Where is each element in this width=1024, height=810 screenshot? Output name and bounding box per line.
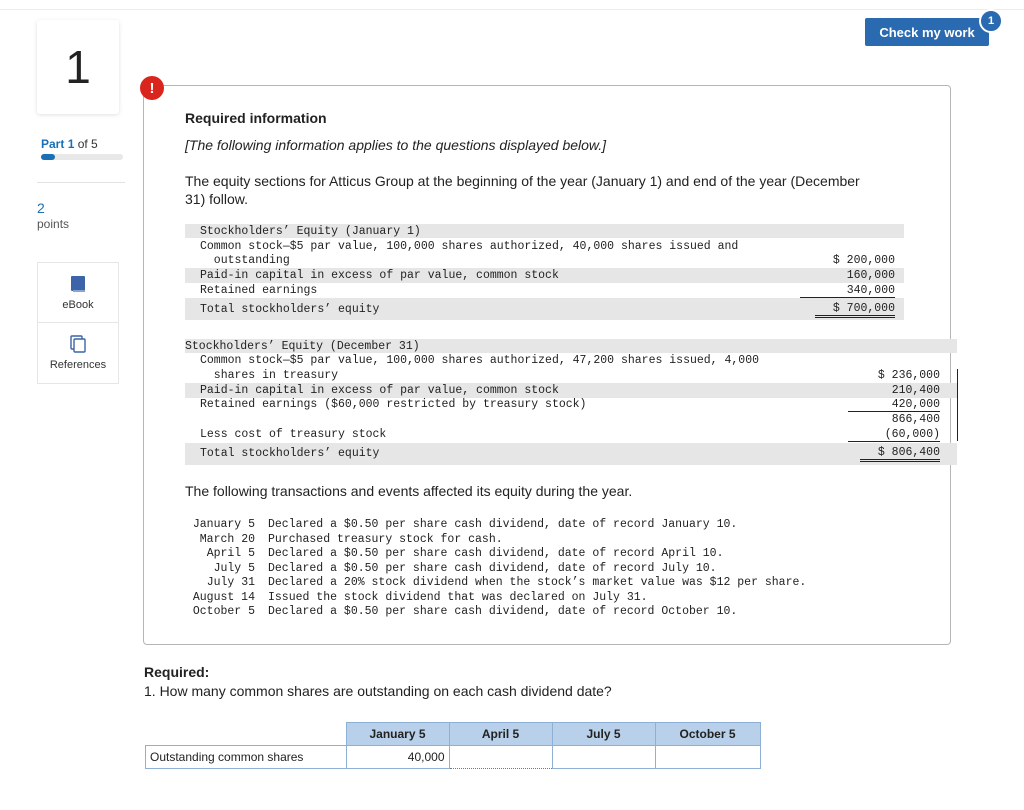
dec-amount: $ 236,000 bbox=[877, 369, 940, 382]
references-icon bbox=[70, 335, 86, 353]
dec-paid-in-capital: Paid-in capital in excess of par value, common stock bbox=[200, 384, 559, 397]
tx-desc: Declared a $0.50 per share cash dividend, date of record July 10. bbox=[268, 562, 717, 575]
tx-date: July 5 bbox=[213, 562, 255, 575]
ebook-label: eBook bbox=[62, 299, 94, 311]
answer-input-oct5[interactable] bbox=[655, 745, 760, 768]
jan-amount: $ 200,000 bbox=[832, 254, 895, 267]
col-header: April 5 bbox=[449, 723, 552, 746]
dec-amount: 866,400 bbox=[891, 413, 940, 426]
tx-desc: Declared a $0.50 per share cash dividend, date of record January 10. bbox=[268, 518, 738, 531]
header-blank bbox=[146, 723, 347, 746]
info-intro: The equity sections for Atticus Group at the beginning of the year (January 1) and end of the year (December 31) follow. bbox=[185, 173, 860, 207]
jan-amount: 340,000 bbox=[800, 284, 895, 298]
answer-input-jul5[interactable] bbox=[552, 745, 655, 768]
part-word: Part bbox=[41, 137, 65, 151]
tx-desc: Purchased treasury stock for cash. bbox=[268, 533, 503, 546]
dec-amount-rule bbox=[957, 369, 958, 441]
dec-amount: 420,000 bbox=[848, 398, 940, 412]
dec-amount: $ 806,400 bbox=[860, 446, 940, 462]
dec-retained-earnings: Retained earnings ($60,000 restricted by treasury stock) bbox=[200, 398, 587, 411]
ebook-button[interactable] bbox=[37, 262, 119, 324]
tx-desc: Issued the stock dividend that was declared on July 31. bbox=[268, 591, 648, 604]
jan-total: Total stockholders’ equity bbox=[200, 303, 380, 316]
tx-date: January 5 bbox=[192, 518, 255, 531]
jan-retained-earnings: Retained earnings bbox=[200, 284, 318, 297]
col-header: October 5 bbox=[655, 723, 760, 746]
tx-date: July 31 bbox=[206, 576, 255, 589]
answer-table-header bbox=[146, 723, 761, 746]
top-divider bbox=[0, 9, 1024, 10]
required-information-title: Required information bbox=[185, 110, 327, 126]
references-label: References bbox=[49, 359, 107, 371]
jan-heading: Stockholders’ Equity (January 1) bbox=[200, 225, 421, 238]
info-note: [The following information applies to the questions displayed below.] bbox=[185, 137, 607, 153]
col-header: July 5 bbox=[552, 723, 655, 746]
points-label: points bbox=[37, 217, 70, 231]
tx-desc: Declared a $0.50 per share cash dividend, date of record October 10. bbox=[268, 605, 738, 618]
points-value: 2 bbox=[37, 200, 45, 216]
check-my-work-button[interactable]: Check my work bbox=[865, 18, 989, 46]
dec-amount: (60,000) bbox=[848, 428, 940, 442]
tx-date: March 20 bbox=[199, 533, 255, 546]
required-question: 1. How many common shares are outstanding on each cash dividend date? bbox=[144, 683, 612, 699]
answer-input-apr5[interactable] bbox=[449, 745, 552, 768]
tx-desc: Declared a 20% stock dividend when the stock’s market value was $12 per share. bbox=[268, 576, 807, 589]
col-header: January 5 bbox=[346, 723, 449, 746]
row-label: Outstanding common shares bbox=[146, 745, 347, 768]
dec-heading: Stockholders’ Equity (December 31) bbox=[185, 340, 420, 353]
check-attempts-badge: 1 bbox=[979, 9, 1003, 33]
rail-divider bbox=[37, 182, 125, 183]
question-number: 1 bbox=[37, 20, 119, 114]
tx-date: April 5 bbox=[206, 547, 255, 560]
dec-amount: 210,400 bbox=[891, 384, 940, 397]
book-icon bbox=[70, 275, 86, 293]
references-button[interactable] bbox=[37, 322, 119, 384]
answer-row bbox=[146, 745, 761, 768]
dec-treasury-stock: Less cost of treasury stock bbox=[200, 428, 387, 441]
dec-total: Total stockholders’ equity bbox=[200, 447, 380, 460]
dec-common-stock: Common stock—$5 par value, 100,000 shares authorized, 47,200 shares issued, 4,000 bbox=[200, 354, 759, 367]
part-progress-fill bbox=[41, 154, 55, 160]
tx-date: August 14 bbox=[192, 591, 255, 604]
jan-common-stock: Common stock—$5 par value, 100,000 shares authorized, 40,000 shares issued and bbox=[200, 240, 739, 253]
alert-icon: ! bbox=[140, 76, 164, 100]
jan-amount: $ 700,000 bbox=[815, 302, 895, 318]
jan-paid-in-capital: Paid-in capital in excess of par value, common stock bbox=[200, 269, 559, 282]
jan-amount: 160,000 bbox=[846, 269, 895, 282]
part-total: of 5 bbox=[77, 137, 98, 151]
jan-common-stock-cont: outstanding bbox=[200, 254, 290, 267]
required-heading: Required: bbox=[144, 664, 210, 680]
part-indicator bbox=[41, 137, 98, 151]
tx-desc: Declared a $0.50 per share cash dividend, date of record April 10. bbox=[268, 547, 724, 560]
answer-input-jan5[interactable]: 40,000 bbox=[346, 745, 449, 768]
transactions-intro: The following transactions and events affected its equity during the year. bbox=[185, 483, 633, 499]
answer-table bbox=[145, 722, 761, 769]
dec-common-stock-cont: shares in treasury bbox=[200, 369, 339, 382]
tx-date: October 5 bbox=[192, 605, 255, 618]
part-number: 1 bbox=[67, 137, 75, 151]
